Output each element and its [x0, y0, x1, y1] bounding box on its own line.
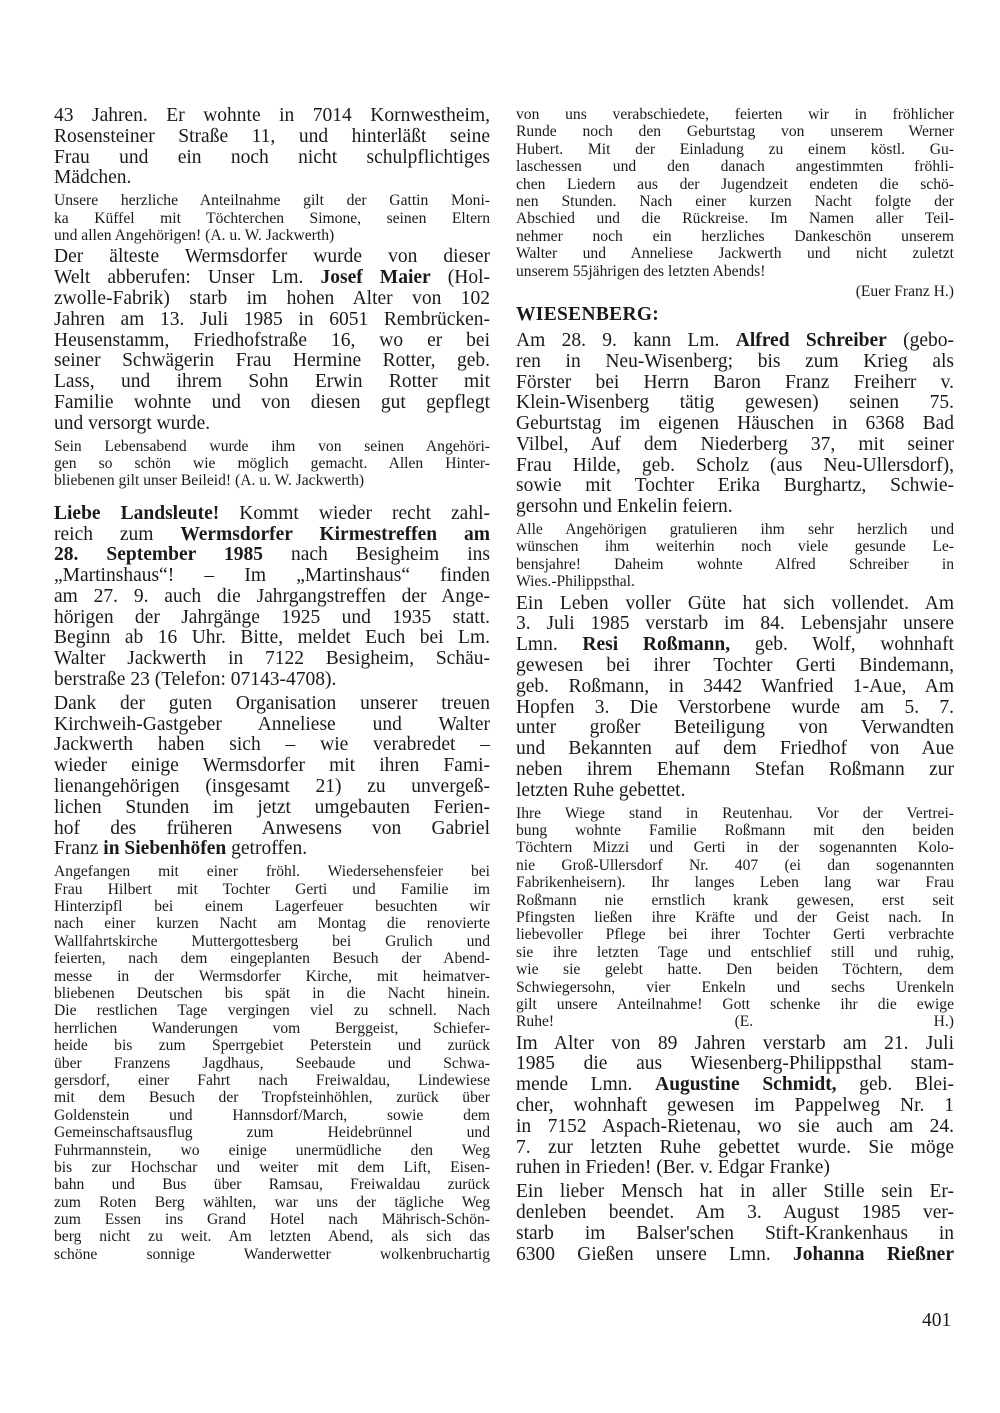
text-line: in 7152 Aspach-Rietenau, wo sie auch am 24.: [516, 1116, 954, 1137]
text-line: Der älteste Wermsdorfer wurde von dieser: [54, 247, 490, 268]
text-line: ren in Neu-Wisenberg; bis zum Krieg als: [516, 351, 954, 372]
text-line: Wallfahrtskirche Muttergottesberg bei Grulich und: [54, 932, 490, 950]
intro-block: [516, 106, 954, 280]
text-line: zum Essen ins Grand Hotel nach Mährisch-Schön-: [54, 1211, 490, 1229]
text-line: Gemeinschaftsausflug zum Heidebrünnel und: [54, 1124, 490, 1142]
text-line: schöne sonnige Wanderwetter wolkenbruchartig: [54, 1245, 490, 1263]
text-line: bliebenen Deutschen bis spät in die Nacht hinein.: [54, 984, 490, 1002]
text-line: Töchtern Mizzi und Gerti in der sogenannten Kolo-: [516, 839, 954, 857]
text-line: Hopfen 3. Die Verstorbene wurde am 5. 7.: [516, 697, 954, 718]
text-line: nie Groß-Ullersdorf Nr. 407 (ei dan sogenannten: [516, 856, 954, 874]
text-line: seiner Schwägerin Frau Hermine Rotter, geb.: [54, 351, 490, 372]
text-line: hörigen der Jahrgänge 1925 und 1935 statt.: [54, 607, 490, 628]
text-line: Vilbel, Auf dem Niederberg 37, mit seiner: [516, 434, 954, 455]
text-line: Geburtstag im eigenen Häuschen in 6368 Bad: [516, 414, 954, 435]
text-line: Schwiegersohn, vier Enkeln und sechs Urenkeln: [516, 978, 954, 996]
text-line: Lass, und ihrem Sohn Erwin Rotter mit: [54, 372, 490, 393]
article-note: [516, 805, 954, 1031]
text-line: Wies.-Philippsthal.: [516, 573, 635, 591]
text-line: Mädchen.: [54, 168, 132, 189]
article-paragraph: [516, 331, 954, 518]
text-line: bliebenen gilt unser Beileid! (A. u. W. Jackwerth): [54, 472, 365, 490]
text-line: Fuhrmannstein, wo einige unermüdliche den Weg: [54, 1141, 490, 1159]
text-line: gilt unsere Anteilnahme! Gott schenke ihr die ewige: [516, 995, 954, 1013]
text-line: berstraße 23 (Telefon: 07143-4708).: [54, 670, 337, 691]
text-line: unserem 55jährigen des letzten Abends!: [516, 262, 766, 280]
article-note: [516, 106, 954, 280]
text-line: Förster bei Herrn Baron Franz Freiherr v.: [516, 372, 954, 393]
text-line: Sein Lebensabend wurde ihm von seinen Angehöri-: [54, 437, 490, 455]
text-line: liebevoller Pflege bei ihrer Tochter Gerti verbrachte: [516, 926, 954, 944]
article-paragraph: [516, 1182, 954, 1265]
text-line: Angefangen mit einer fröhl. Wiedersehensfeier bei: [54, 863, 490, 881]
text-line: 3. Juli 1985 verstarb im 84. Lebensjahr unsere: [516, 614, 954, 635]
section-heading-wiesenberg: WIESENBERG:: [516, 303, 660, 325]
text-line: Klein-Wisenberg tätig gewesen) seinen 75.: [516, 393, 954, 414]
text-line: Alle Angehörigen gratulieren ihm sehr herzlich und: [516, 521, 954, 539]
text-line: unter großer Beteiligung von Verwandten: [516, 718, 954, 739]
text-line: Runde noch den Geburtstag von unserem Werner: [516, 123, 954, 141]
text-line: 7. zur letzten Ruhe gebettet wurde. Sie möge: [516, 1137, 954, 1158]
text-line: Dank der guten Organisation unserer treuen: [54, 693, 490, 714]
text-line: bis zur Hochschar und weiter mit dem Lift, Eisen-: [54, 1158, 490, 1176]
text-line: 28. September 1985 nach Besigheim ins: [54, 545, 490, 566]
wiesenberg-section: [516, 331, 954, 1266]
text-line: feierten, nach dem eingeplanten Besuch der Abend-: [54, 950, 490, 968]
text-line: und allen Angehörigen! (A. u. W. Jackwerth): [54, 226, 335, 244]
text-line: Unsere herzliche Anteilnahme gilt der Gattin Moni-: [54, 192, 490, 210]
text-line: Im Alter von 89 Jahren verstarb am 21. Juli: [516, 1033, 954, 1054]
text-line: gen so schön wie möglich gemacht. Allen Hinter-: [54, 454, 490, 472]
text-line: Walter und Anneliese Jackwerth und nicht zuletzt: [516, 245, 954, 263]
text-line: gewesen bei ihrer Tochter Gerti Bindemann,: [516, 656, 954, 677]
name-emphasis: 28. September 1985: [54, 545, 263, 566]
right-column: [516, 106, 954, 1268]
name-emphasis: Josef Maier: [320, 268, 431, 289]
article-paragraph: [54, 504, 490, 691]
text-line: zwolle-Fabrik) starb im hohen Alter von 102: [54, 288, 490, 309]
name-emphasis: Resi Roßmann,: [582, 635, 731, 656]
text-line: chen Liedern aus der Jugendzeit endeten die schö-: [516, 175, 954, 193]
text-line: Hinterzipfl bei einem Lagerfeuer besuchten wir: [54, 898, 490, 916]
text-line: Pfingsten ließen ihre Kräfte und der Geist nach. In: [516, 908, 954, 926]
text-line: Walter Jackwerth in 7122 Besigheim, Schäu-: [54, 649, 490, 670]
text-line: Rosensteiner Straße 11, und hinterläßt seine: [54, 126, 490, 147]
text-line: geb. Roßmann, in 3442 Wanfried 1-Aue, Am: [516, 676, 954, 697]
article-paragraph: [54, 694, 490, 860]
text-line: nehmer noch ein herzliches Dankeschön unserem: [516, 227, 954, 245]
text-line: Hubert. Mit der Einladung zu einem köstl. Gu-: [516, 140, 954, 158]
text-line: reich zum Wermsdorfer Kirmestreffen am: [54, 524, 490, 545]
text-line: Jackwerth haben sich – wie verabredet –: [54, 735, 490, 756]
name-emphasis: Liebe Landsleute!: [54, 503, 220, 524]
text-line: wieder einige Wermsdorfer mit ihren Fami-: [54, 756, 490, 777]
text-line: wünschen ihm weiterhin noch viele gesunde Le-: [516, 538, 954, 556]
text-line: messe in der Wermsdorfer Kirche, mit heimatver-: [54, 967, 490, 985]
text-line: Ein lieber Mensch hat in aller Stille sein Er-: [516, 1182, 954, 1203]
text-line: Ihre Wiege stand in Reutenhau. Vor der Vertrei-: [516, 804, 954, 822]
text-line: sowie mit Tochter Erika Burghartz, Schwie-: [516, 476, 954, 497]
article-note: [54, 192, 490, 244]
article-note: [516, 521, 954, 591]
text-line: „Martinshaus“! – Im „Martinshaus“ finden: [54, 566, 490, 587]
text-line: Am 28. 9. kann Lm. Alfred Schreiber (gebo-: [516, 330, 954, 351]
text-line: Die restlichen Tage vergingen viel zu schnell. Nach: [54, 1002, 490, 1020]
text-line: Liebe Landsleute! Kommt wieder recht zahl-: [54, 503, 490, 524]
text-line: bahn und Bus über Ramsau, Freiwaldau zurück: [54, 1176, 490, 1194]
name-emphasis: in Siebenhöfen: [103, 839, 227, 860]
text-line: starb im Balser'schen Stift-Krankenhaus in: [516, 1223, 954, 1244]
article-paragraph: [516, 1034, 954, 1180]
text-line: Ein Leben voller Güte hat sich vollendet. Am: [516, 593, 954, 614]
text-line: mit dem Besuch der Tropfsteinhöhlen, zurück über: [54, 1089, 490, 1107]
text-line: cher, wohnhaft gewesen im Pappelweg Nr. 1: [516, 1096, 954, 1117]
text-line: herrlichen Wanderungen vom Berggeist, Schiefer-: [54, 1019, 490, 1037]
text-line: Beginn ab 16 Uhr. Bitte, meldet Euch bei Lm.: [54, 628, 490, 649]
text-line: über Franzens Jagdhaus, Seebaude und Schwa-: [54, 1054, 490, 1072]
name-emphasis: Wermsdorfer Kirmestreffen am: [180, 524, 490, 545]
text-line: am 27. 9. auch die Jahrgangstreffen der Ange-: [54, 586, 490, 607]
text-line: Welt abberufen: Unser Lm. Josef Maier (Hol-: [54, 268, 490, 289]
text-line: Roßmann nie ernstlich krank gewesen, erst seit: [516, 891, 954, 909]
text-line: ruhen in Frieden! (Ber. v. Edgar Franke): [516, 1158, 830, 1179]
text-line: letzten Ruhe gebettet.: [516, 780, 686, 801]
text-line: bensjahre! Daheim wohnte Alfred Schreiber in: [516, 555, 954, 573]
text-line: Frau Hilbert mit Tochter Gerti und Familie im: [54, 880, 490, 898]
article-paragraph: [54, 247, 490, 434]
text-line: nen Stunden. Nach einer kurzen Nacht folgte der: [516, 192, 954, 210]
article-note: [54, 438, 490, 490]
text-line: laschessen und den danach angestimmten fröhli-: [516, 158, 954, 176]
text-line: lienangehörigen (insgesamt 21) zu unvergeß-: [54, 777, 490, 798]
text-line: Heusenstamm, Friedhofstraße 16, wo er bei: [54, 330, 490, 351]
page-number: 401: [922, 1310, 952, 1331]
text-line: Frau Hilde, geb. Scholz (aus Neu-Ullersdorf),: [516, 455, 954, 476]
text-line: gersdorf, einer Fahrt nach Freiwaldau, Lindewiese: [54, 1071, 490, 1089]
text-line: zum Roten Berg wählten, war uns der tägliche Weg: [54, 1193, 490, 1211]
text-line: 1985 die aus Wiesenberg-Philippsthal stam-: [516, 1054, 954, 1075]
text-line: lichen Stunden im jetzt umgebauten Ferien-: [54, 797, 490, 818]
text-line: Abschied und die Rückreise. Im Namen aller Teil-: [516, 210, 954, 228]
text-line: nach einer kurzen Nacht am Montag die renovierte: [54, 915, 490, 933]
text-line: Fabrikenheisern). Ihr langes Leben lang war Frau: [516, 874, 954, 892]
text-line: Familie wohnte und von diesen gut gepflegt: [54, 392, 490, 413]
text-line: sie ihre letzten Tage und entschlief still und ruhig,: [516, 943, 954, 961]
text-line: Franz in Siebenhöfen getroffen.: [54, 839, 308, 860]
text-line: von uns verabschiedete, feierten wir in fröhlicher: [516, 106, 954, 123]
text-line: wie sie gelebt hatte. Den beiden Töchtern, dem: [516, 961, 954, 979]
text-line: Kirchweih-Gastgeber Anneliese und Walter: [54, 714, 490, 735]
text-line: und versorgt wurde.: [54, 413, 211, 434]
text-line: 43 Jahren. Er wohnte in 7014 Kornwestheim,: [54, 106, 490, 126]
text-line: ka Küffel mit Töchterchen Simone, seinen Eltern: [54, 209, 490, 227]
text-line: heide bis zum Sperrgebiet Peterstein und zurück: [54, 1037, 490, 1055]
text-line: 6300 Gießen unsere Lmn. Johanna Rießner: [516, 1244, 954, 1265]
article-paragraph: [516, 594, 954, 802]
text-line: Jahren am 13. Juli 1985 in 6051 Rembrücken-: [54, 309, 490, 330]
left-column: [54, 106, 490, 1266]
text-line: Ruhe! (E. H.): [516, 1013, 954, 1031]
article-note: [54, 863, 490, 1263]
text-line: berg nicht zu weit. Am letzten Abend, als sich das: [54, 1228, 490, 1246]
text-line: Frau und ein noch nicht schulpflichtiges: [54, 147, 490, 168]
article-paragraph: [54, 106, 490, 189]
name-emphasis: Augustine Schmidt,: [655, 1075, 837, 1096]
text-line: bung wohnte Familie Roßmann mit den beiden: [516, 822, 954, 839]
text-line: hof des früheren Anwesens von Gabriel: [54, 818, 490, 839]
text-line: denleben beendet. Am 3. August 1985 ver-: [516, 1203, 954, 1224]
name-emphasis: Alfred Schreiber: [735, 330, 887, 351]
text-line: Lmn. Resi Roßmann, geb. Wolf, wohnhaft: [516, 635, 954, 656]
text-line: neben ihrem Ehemann Stefan Roßmann zur: [516, 760, 954, 781]
text-line: gersohn und Enkelin feiern.: [516, 497, 733, 518]
text-line: und Bekannten auf dem Friedhof von Aue: [516, 739, 954, 760]
text-line: mende Lmn. Augustine Schmidt, geb. Blei-: [516, 1075, 954, 1096]
name-emphasis: Johanna Rießner: [793, 1244, 954, 1265]
text-line: Goldenstein und Hannsdorf/March, sowie dem: [54, 1106, 490, 1124]
signature: (Euer Franz H.): [855, 282, 954, 300]
